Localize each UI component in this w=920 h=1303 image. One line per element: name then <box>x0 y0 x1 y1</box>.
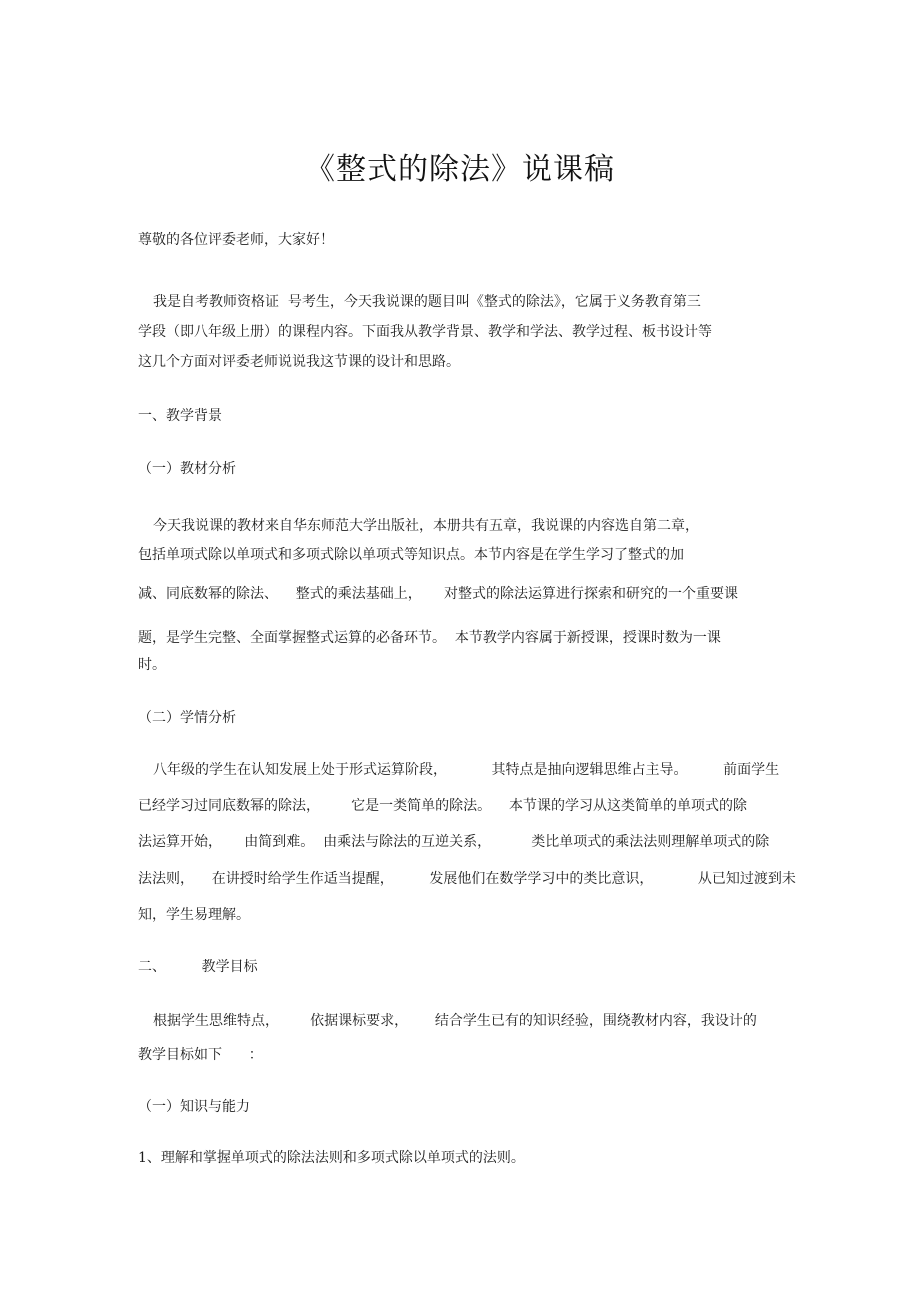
student-analysis-line-3: 法运算开始， 由简到难。 由乘法与除法的互逆关系， 类比单项式的乘法法则理解单项式的除 <box>138 834 770 850</box>
material-analysis-line-5: 时。 <box>138 657 166 673</box>
material-analysis-line-1: 今天我说课的教材来自华东师范大学出版社，本册共有五章，我说课的内容选自第二章， <box>153 518 699 534</box>
intro-line-2: 学段（即八年级上册）的课程内容。下面我从教学背景、教学和学法、教学过程、板书设计等 <box>138 324 712 340</box>
student-analysis-line-5: 知，学生易理解。 <box>138 907 250 923</box>
objective-item-1: 1、理解和掌握单项式的除法法则和多项式除以单项式的法则。 <box>138 1150 525 1166</box>
material-analysis-line-3: 减、同底数幂的除法、 整式的乘法基础上， 对整式的除法运算进行探索和研究的一个重要课 <box>138 586 739 602</box>
student-analysis-line-1: 八年级的学生在认知发展上处于形式运算阶段， 其特点是抽向逻辑思维占主导。 前面学生 <box>153 762 780 778</box>
subsection-2-1-heading: （一）知识与能力 <box>138 1099 250 1115</box>
greeting-text: 尊敬的各位评委老师，大家好！ <box>138 232 334 248</box>
section-2-heading: 二、 教学目标 <box>138 959 258 975</box>
objectives-intro-line-2: 教学目标如下 ： <box>138 1047 263 1063</box>
intro-line-1: 我是自考教师资格证 号考生，今天我说课的题目叫《整式的除法》，它属于义务教育第三 <box>153 294 701 310</box>
section-1-heading: 一、教学背景 <box>138 408 222 424</box>
intro-line-3: 这几个方面对评委老师说说我这节课的设计和思路。 <box>138 354 460 370</box>
material-analysis-line-2: 包括单项式除以单项式和多项式除以单项式等知识点。本节内容是在学生学习了整式的加 <box>138 547 684 563</box>
material-analysis-line-4: 题，是学生完整、全面掌握整式运算的必备环节。 本节教学内容属于新授课，授课时数为一课 <box>138 630 721 646</box>
student-analysis-line-2: 已经学习过同底数幂的除法， 它是一类简单的除法。 本节课的学习从这类简单的单项式的除 <box>138 798 747 814</box>
subsection-1-2-heading: （二）学情分析 <box>138 710 236 726</box>
document-title: 《整式的除法》说课稿 <box>305 152 615 187</box>
subsection-1-1-heading: （一）教材分析 <box>138 461 236 477</box>
objectives-intro-line-1: 根据学生思维特点， 依据课标要求， 结合学生已有的知识经验，围绕教材内容，我设计的 <box>153 1013 757 1029</box>
student-analysis-line-4: 法法则， 在讲授时给学生作适当提醒， 发展他们在数学学习中的类比意识， 从已知过渡到未 <box>138 871 796 887</box>
